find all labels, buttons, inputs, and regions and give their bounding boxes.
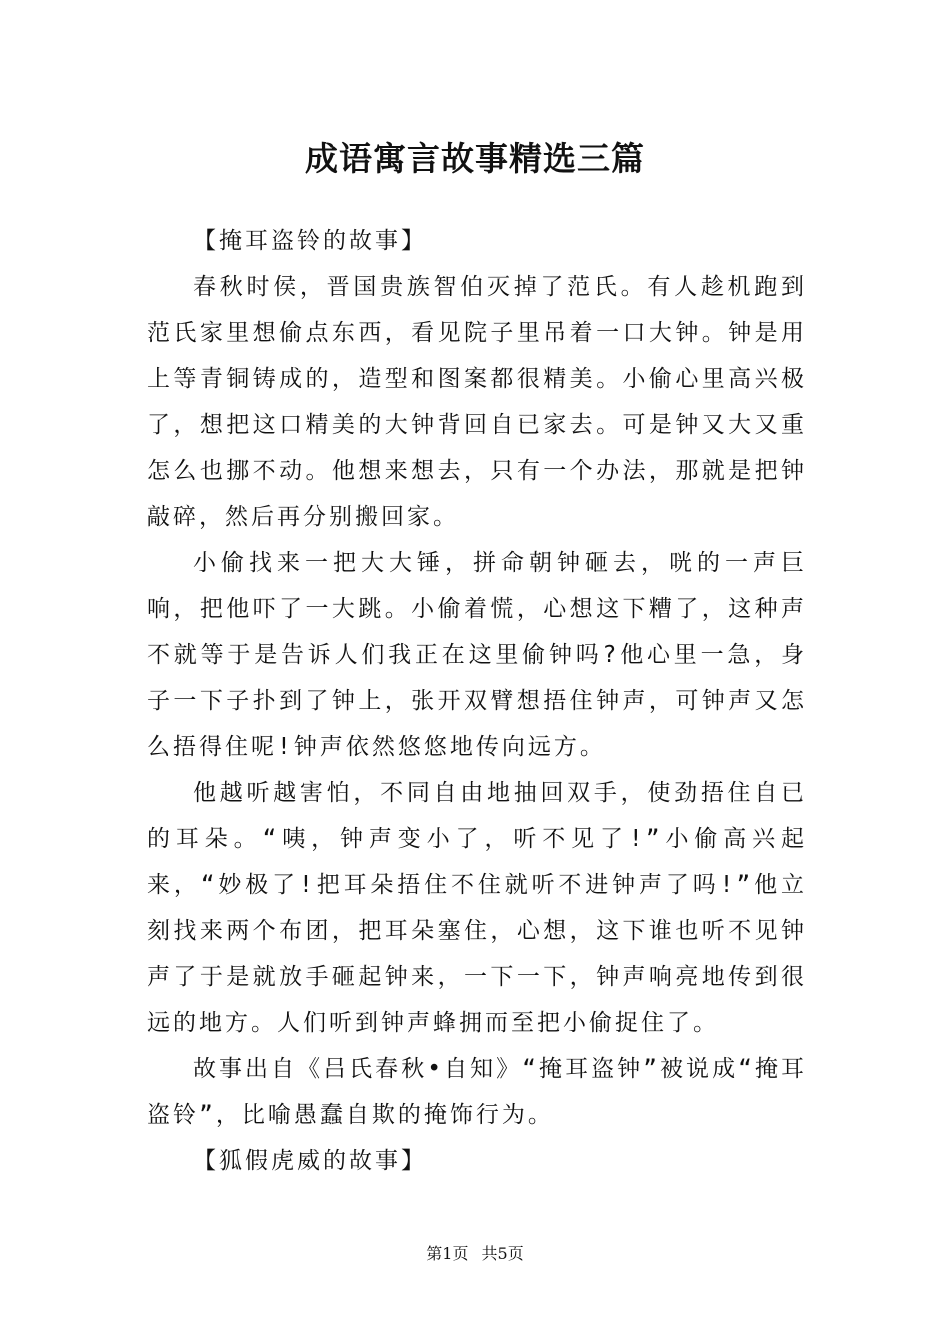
document-body [147,218,807,1184]
paragraph: 小偷找来一把大大锤，拼命朝钟砸去，咣的一声巨响，把他吓了一大跳。小偷着慌，心想这下糟了，这种声不就等于是告诉人们我正在这里偷钟吗?他心里一急，身子一下子扑到了钟上，张开双臂想捂住钟声，可钟声又怎么捂得住呢!钟声依然悠悠地传向远方。 [147,550,807,760]
document-title: 成语寓言故事精选三篇 [305,139,645,178]
paragraph: 他越听越害怕，不同自由地抽回双手，使劲捂住自已的耳朵。“咦，钟声变小了，听不见了!”小偷高兴起来，“妙极了!把耳朵捂住不住就听不进钟声了吗!”他立刻找来两个布团，把耳朵塞住，心想，这下谁也听不见钟声了于是就放手砸起钟来，一下一下，钟声响亮地传到很远的地方。人们听到钟声蜂拥而至把小偷捉住了。 [147,780,807,1036]
page-total: 共5页 [481,1244,524,1263]
paragraph: 故事出自《吕氏春秋•自知》“掩耳盗钟”被说成“掩耳盗铃”，比喻愚蠢自欺的掩饰行为。 [147,1056,807,1128]
section-heading: 【狐假虎威的故事】 [193,1148,427,1174]
page-footer [0,1241,950,1264]
page-number: 第1页 [426,1244,469,1263]
paragraph: 春秋时侯，晋国贵族智伯灭掉了范氏。有人趁机跑到范氏家里想偷点东西，看见院子里吊着一口大钟。钟是用上等青铜铸成的，造型和图案都很精美。小偷心里高兴极了，想把这口精美的大钟背回自已家去。可是钟又大又重怎么也挪不动。他想来想去，只有一个办法，那就是把钟敲碎，然后再分别搬回家。 [147,274,807,530]
section-heading: 【掩耳盗铃的故事】 [193,228,427,254]
